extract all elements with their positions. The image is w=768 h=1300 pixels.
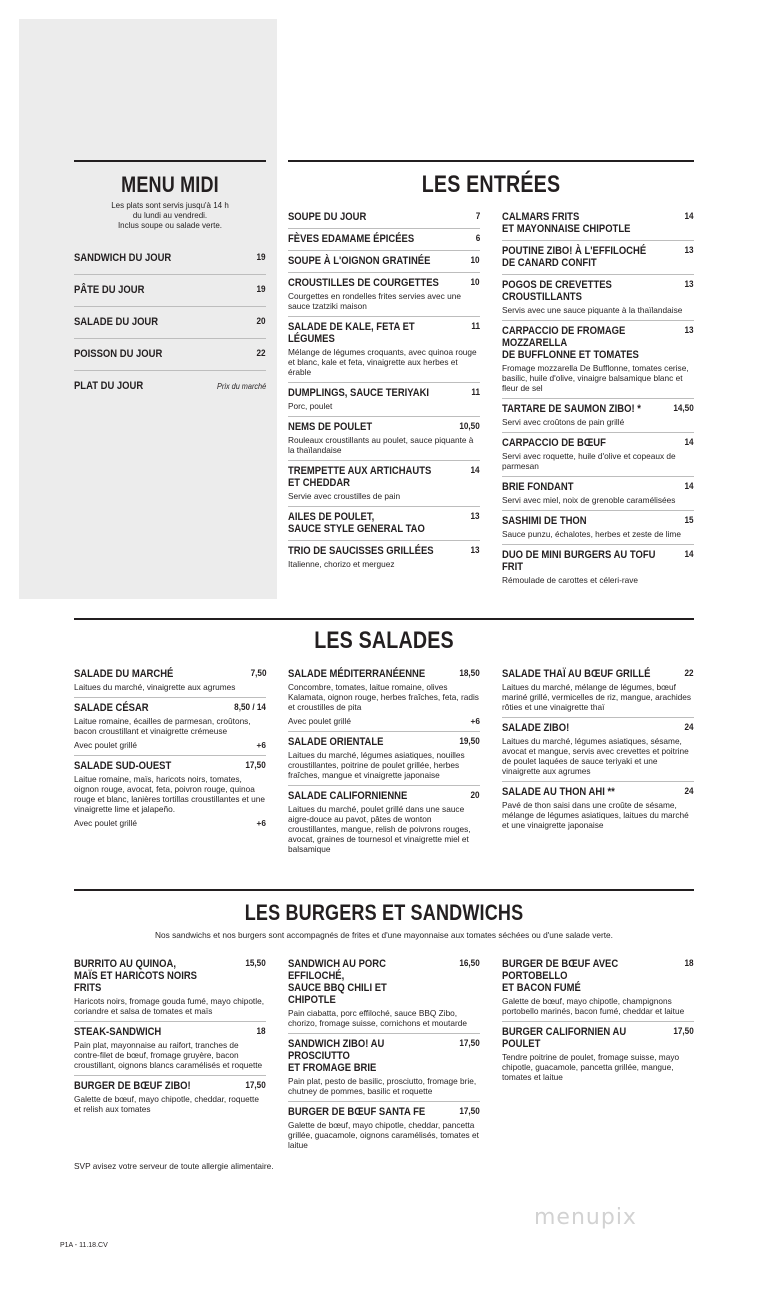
- menu-item: [502, 717, 694, 781]
- menu-item-name: SANDWICH ZIBO! AU PROSCIUTTO ET FROMAGE BRIE: [288, 1038, 385, 1074]
- menu-item-description: Rémoulade de carottes et céleri-rave: [502, 575, 639, 585]
- menu-item-price: 19: [256, 252, 266, 263]
- menu-item-name: SANDWICH AU PORC EFFILOCHÉ, SAUCE BBQ CHILI ET CHIPOTLE: [288, 958, 387, 1006]
- menu-item-name: TARTARE DE SAUMON ZIBO! *: [502, 403, 641, 415]
- salades-rule: [74, 618, 694, 620]
- menu-item-description: Pain ciabatta, porc effiloché, sauce BBQ Zibo, chorizo, fromage suisse, cornichons et moutarde: [288, 1008, 467, 1028]
- salades-col1-list: [74, 664, 266, 833]
- menu-item: [288, 272, 480, 316]
- menu-item-name: TRIO DE SAUCISSES GRILLÉES: [288, 545, 434, 557]
- menu-item-row: [288, 277, 480, 289]
- menu-item-row: [74, 668, 266, 680]
- menu-item-price: 8,50 / 14: [234, 702, 266, 713]
- menu-item-row: [502, 515, 694, 527]
- menu-item-description: Pain plat, pesto de basilic, prosciutto, fromage brie, chutney de pommes, basilic et roquette: [288, 1076, 477, 1096]
- allergy-note: SVP avisez votre serveur de toute allergie alimentaire.: [74, 1161, 274, 1171]
- menu-item-name: CROUSTILLES DE COURGETTES: [288, 277, 439, 289]
- menu-item-row: [74, 1026, 266, 1038]
- menu-item-name: TREMPETTE AUX ARTICHAUTS ET CHEDDAR: [288, 465, 432, 489]
- menu-item: [288, 1033, 480, 1101]
- menu-item: [502, 274, 694, 320]
- menu-item: [502, 240, 694, 274]
- menu-item-description: Italienne, chorizo et merguez: [288, 559, 395, 569]
- menu-item-price: 17,50: [459, 1038, 480, 1049]
- menu-item: [288, 664, 480, 731]
- menu-item-row: [288, 255, 480, 267]
- menu-item-price: 7,50: [250, 668, 266, 679]
- menu-item-description: Pavé de thon saisi dans une croûte de sésame, mélange de légumes asiatiques, laitues du marché et une vinaigrette japonaise: [502, 800, 689, 830]
- menu-item-extra: [74, 818, 266, 828]
- menu-item-description: Concombre, tomates, laitue romaine, olives Kalamata, oignon rouge, herbes fraîches, feta, radis et croustilles de pita: [288, 682, 479, 712]
- extra-price: +6: [256, 740, 266, 750]
- menu-item: [288, 731, 480, 785]
- menu-item: [74, 1021, 266, 1075]
- menu-item-row: [288, 1038, 480, 1074]
- menu-item-price: 11: [471, 387, 480, 398]
- menu-item-price: 14: [684, 437, 694, 448]
- menu-item-price: Prix du marché: [216, 381, 266, 391]
- menu-item: [502, 544, 694, 590]
- menu-item-row: [288, 545, 480, 557]
- menu-item-name: SALADE DU JOUR: [74, 316, 159, 328]
- menu-item-row: [288, 233, 480, 245]
- menu-item: [74, 954, 266, 1021]
- menu-item: [288, 228, 480, 250]
- menu-item-name: AILES DE POULET, SAUCE STYLE GENERAL TAO: [288, 511, 425, 535]
- menu-item-price: 22: [256, 348, 266, 359]
- menu-item-name: SOUPE DU JOUR: [288, 211, 367, 223]
- menu-item-name: CARPACCIO DE FROMAGE MOZZARELLA DE BUFFLONNE ET TOMATES: [502, 325, 639, 361]
- menu-midi-rule: [74, 160, 266, 162]
- menu-item-name: PÂTE DU JOUR: [74, 284, 145, 296]
- menu-item-row: [74, 348, 266, 360]
- burgers-col1-list: [74, 954, 266, 1119]
- menu-item-row: [288, 668, 480, 680]
- menu-item-price: 17,50: [245, 1080, 266, 1091]
- document-code: P1A - 11.18.CV: [60, 1242, 108, 1249]
- extra-label: Avec poulet grillé: [74, 740, 138, 750]
- menu-item: [502, 510, 694, 544]
- menu-item: [288, 207, 480, 228]
- menu-item-price: 20: [470, 790, 480, 801]
- menu-item-price: 19: [256, 284, 266, 295]
- menu-item: [502, 320, 694, 398]
- menu-item-price: 13: [684, 325, 694, 336]
- menu-item-price: 7: [475, 211, 480, 222]
- menu-item: [74, 755, 266, 833]
- menu-item-price: 15,50: [245, 958, 266, 969]
- menu-item-row: [502, 958, 694, 994]
- menu-item-row: [74, 760, 266, 772]
- menu-item-description: Laitue romaine, maïs, haricots noirs, tomates, oignon rouge, avocat, feta, poivron rouge, quinoa rouge et blanc, lanières tortillas croustillantes et une vinaigrette lime et jalapeño.: [74, 774, 265, 814]
- menu-item-price: 14: [470, 465, 480, 476]
- menu-item: [288, 316, 480, 382]
- menu-item-price: 14,50: [673, 403, 694, 414]
- menu-item: [502, 398, 694, 432]
- menu-item: [288, 540, 480, 574]
- menu-item-name: FÈVES EDAMAME ÉPICÉES: [288, 233, 415, 245]
- menu-item-name: DUO DE MINI BURGERS AU TOFU FRIT: [502, 549, 656, 573]
- menu-midi-intro: Les plats sont servis jusqu'à 14 h du lundi au vendredi. Inclus soupe ou salade verte.: [111, 201, 229, 230]
- menu-item-price: 14: [684, 481, 694, 492]
- menu-item-price: 17,50: [245, 760, 266, 771]
- menu-item-description: Laitues du marché, vinaigrette aux agrumes: [74, 682, 236, 692]
- menu-item: [502, 954, 694, 1021]
- menu-item-description: Servis avec une sauce piquante à la thaïlandaise: [502, 305, 683, 315]
- menu-item-row: [502, 786, 694, 798]
- menu-item-price: 20: [256, 316, 266, 327]
- menu-item-price: 18: [684, 958, 694, 969]
- menu-item-name: BRIE FONDANT: [502, 481, 574, 493]
- menu-item-description: Servie avec croustilles de pain: [288, 491, 401, 501]
- menu-item-price: 11: [471, 321, 480, 332]
- salades-title: LES SALADES: [314, 627, 454, 654]
- menu-item-name: SOUPE À L'OIGNON GRATINÉE: [288, 255, 431, 267]
- menu-item-name: SALADE CÉSAR: [74, 702, 149, 714]
- menu-item-name: CALMARS FRITS ET MAYONNAISE CHIPOTLE: [502, 211, 631, 235]
- menu-item-name: POGOS DE CREVETTES CROUSTILLANTS: [502, 279, 612, 303]
- menu-item-name: STEAK-SANDWICH: [74, 1026, 162, 1038]
- menu-item-name: BURRITO AU QUINOA, MAÏS ET HARICOTS NOIRS FRITS: [74, 958, 197, 994]
- entrees-title: LES ENTRÉES: [421, 171, 561, 198]
- menu-item-row: [288, 736, 480, 748]
- menu-item: [502, 664, 694, 717]
- menu-item-name: SALADE ORIENTALE: [288, 736, 384, 748]
- menu-item-name: SALADE SUD-OUEST: [74, 760, 172, 772]
- menu-item: [288, 460, 480, 506]
- menu-item-description: Laitue romaine, écailles de parmesan, croûtons, bacon croustillant et vinaigrette crémeuse: [74, 716, 251, 736]
- menu-item-price: 13: [684, 279, 694, 290]
- menu-item-row: [502, 403, 694, 415]
- extra-price: +6: [256, 818, 266, 828]
- menu-item-row: [288, 790, 480, 802]
- burgers-col3-list: [502, 954, 694, 1087]
- menu-item-row: [74, 284, 266, 296]
- menu-item-name: POUTINE ZIBO! À L'EFFILOCHÉ DE CANARD CONFIT: [502, 245, 647, 269]
- menu-item-price: 10: [470, 255, 480, 266]
- menu-item-row: [74, 1080, 266, 1092]
- menu-item-row: [74, 702, 266, 714]
- menu-item: [74, 1075, 266, 1119]
- menu-item: [288, 1101, 480, 1155]
- extra-label: Avec poulet grillé: [288, 716, 352, 726]
- menu-item-row: [502, 211, 694, 235]
- menu-item-price: 10: [470, 277, 480, 288]
- menu-item: [502, 476, 694, 510]
- menu-item-name: BURGER DE BŒUF AVEC PORTOBELLO ET BACON FUMÉ: [502, 958, 619, 994]
- menu-item-name: SANDWICH DU JOUR: [74, 252, 172, 264]
- menu-item-row: [74, 380, 266, 392]
- menu-item-description: Galette de bœuf, mayo chipotle, champignons portobello marinés, bacon fumé, cheddar et laitue: [502, 996, 685, 1016]
- menu-item: [74, 664, 266, 697]
- menu-item-name: BURGER CALIFORNIEN AU POULET: [502, 1026, 627, 1050]
- menu-item: [74, 697, 266, 755]
- menu-item-row: [502, 481, 694, 493]
- entrees-left-list: [288, 207, 480, 574]
- menu-item: [288, 954, 480, 1033]
- watermark: menupix: [534, 1205, 637, 1230]
- menu-midi-title: MENU MIDI: [121, 172, 219, 197]
- menu-item-row: [288, 321, 480, 345]
- menu-item-price: 18,50: [459, 668, 480, 679]
- menu-item-price: 13: [470, 511, 480, 522]
- burgers-intro: Nos sandwichs et nos burgers sont accompagnés de frites et d'une mayonnaise aux tomates séchées ou d'une salade verte.: [155, 930, 613, 940]
- menu-item-description: Mélange de légumes croquants, avec quinoa rouge et blanc, kale et feta, vinaigrette aux herbes et érable: [288, 347, 477, 377]
- menu-item-row: [502, 1026, 694, 1050]
- menu-item-row: [502, 245, 694, 269]
- menu-item-price: 19,50: [459, 736, 480, 747]
- menu-item-name: BURGER DE BŒUF SANTA FE: [288, 1106, 426, 1118]
- menu-item-row: [74, 316, 266, 328]
- menu-item-description: Sauce punzu, échalotes, herbes et zeste de lime: [502, 529, 681, 539]
- menu-item-price: 24: [684, 786, 694, 797]
- menu-item-price: 17,50: [459, 1106, 480, 1117]
- menu-item-name: SALADE AU THON AHI **: [502, 786, 615, 798]
- menu-item: [74, 243, 266, 274]
- menu-item-row: [502, 437, 694, 449]
- menu-item: [502, 432, 694, 476]
- menu-item-description: Servi avec miel, noix de grenoble caramélisées: [502, 495, 676, 505]
- menu-item: [74, 306, 266, 338]
- menu-item-row: [288, 387, 480, 399]
- menu-item-description: Galette de bœuf, mayo chipotle, cheddar, roquette et relish aux tomates: [74, 1094, 259, 1114]
- menu-item-row: [74, 252, 266, 264]
- menu-item-row: [74, 958, 266, 994]
- menu-item-name: BURGER DE BŒUF ZIBO!: [74, 1080, 191, 1092]
- menu-item-name: SALADE CALIFORNIENNE: [288, 790, 408, 802]
- menu-item-row: [288, 211, 480, 223]
- menu-item-description: Galette de bœuf, mayo chipotle, cheddar, pancetta grillée, guacamole, oignons caramélisés, tomates et laitue: [288, 1120, 479, 1150]
- menu-item: [502, 1021, 694, 1087]
- menu-item-row: [288, 1106, 480, 1118]
- menu-item-name: PLAT DU JOUR: [74, 380, 144, 392]
- menu-item-name: SALADE DE KALE, FETA ET LÉGUMES: [288, 321, 415, 345]
- menu-midi-list: [74, 243, 266, 402]
- menu-item-row: [288, 421, 480, 433]
- menu-item-row: [288, 958, 480, 1006]
- menu-item-description: Porc, poulet: [288, 401, 333, 411]
- menu-item-price: 6: [475, 233, 480, 244]
- menu-item-name: CARPACCIO DE BŒUF: [502, 437, 606, 449]
- menu-item-row: [502, 722, 694, 734]
- menu-item-description: Servi avec croûtons de pain grillé: [502, 417, 625, 427]
- menu-item-name: POISSON DU JOUR: [74, 348, 163, 360]
- menu-item: [74, 274, 266, 306]
- entrees-right-list: [502, 207, 694, 590]
- burgers-col2-list: [288, 954, 480, 1155]
- menu-item-description: Laitues du marché, légumes asiatiques, nouilles croustillantes, poitrine de poulet grillée, herbes fraîches, mangue et vinaigrette japonaise: [288, 750, 465, 780]
- menu-item-price: 13: [470, 545, 480, 556]
- menu-item-description: Rouleaux croustillants au poulet, sauce piquante à la thaïlandaise: [288, 435, 474, 455]
- menu-item-description: Haricots noirs, fromage gouda fumé, mayo chipotle, coriandre et salsa de tomates et maïs: [74, 996, 264, 1016]
- menu-item: [502, 207, 694, 240]
- menu-item-price: 13: [684, 245, 694, 256]
- menu-item-row: [502, 279, 694, 303]
- entrees-rule: [288, 160, 694, 162]
- menu-item: [74, 370, 266, 402]
- menu-item-price: 22: [684, 668, 694, 679]
- extra-price: +6: [470, 716, 480, 726]
- menu-item-price: 24: [684, 722, 694, 733]
- menu-item: [288, 506, 480, 540]
- menu-item-description: Courgettes en rondelles frites servies avec une sauce tzatziki maison: [288, 291, 461, 311]
- menu-item-name: SALADE ZIBO!: [502, 722, 570, 734]
- menu-item-price: 18: [256, 1026, 266, 1037]
- menu-item-row: [502, 325, 694, 361]
- menu-item-extra: [288, 716, 480, 726]
- menu-item-name: SALADE THAÏ AU BŒUF GRILLÉ: [502, 668, 651, 680]
- menu-item: [288, 250, 480, 272]
- menu-item-row: [502, 668, 694, 680]
- menu-item-name: SASHIMI DE THON: [502, 515, 587, 527]
- menu-item-name: DUMPLINGS, SAUCE TERIYAKI: [288, 387, 430, 399]
- menu-item-name: NEMS DE POULET: [288, 421, 373, 433]
- menu-item-description: Fromage mozzarella De Bufflonne, tomates cerise, basilic, huile d'olive, vinaigre balsamique blanc et fleur de sel: [502, 363, 689, 393]
- menu-item-price: 14: [684, 211, 694, 222]
- salades-col3-list: [502, 664, 694, 835]
- menu-item-description: Laitues du marché, légumes asiatiques, sésame, avocat et mangue, servis avec crevettes et poitrine de poulet laquées de sauce teriyaki et une vinaigrette aux agrumes: [502, 736, 689, 776]
- menu-item-price: 17,50: [673, 1026, 694, 1037]
- menu-item-description: Laitues du marché, mélange de légumes, bœuf mariné grillé, vermicelles de riz, mangue, arachides rôties et une vinaigrette thaï: [502, 682, 692, 712]
- burgers-title: LES BURGERS ET SANDWICHS: [244, 900, 524, 925]
- menu-item-description: Tendre poitrine de poulet, fromage suisse, mayo chipotle, guacamole, pancetta grillée, mangue, tomates et laitue: [502, 1052, 680, 1082]
- salades-col2-list: [288, 664, 480, 859]
- menu-item: [74, 338, 266, 370]
- menu-item: [288, 382, 480, 416]
- extra-label: Avec poulet grillé: [74, 818, 138, 828]
- menu-item-row: [502, 549, 694, 573]
- menu-item: [502, 781, 694, 835]
- menu-item-price: 10,50: [459, 421, 480, 432]
- menu-item-row: [288, 465, 480, 489]
- menu-item-name: SALADE DU MARCHÉ: [74, 668, 174, 680]
- burgers-rule: [74, 889, 694, 891]
- menu-item-price: 16,50: [459, 958, 480, 969]
- menu-item-description: Laitues du marché, poulet grillé dans une sauce aigre-douce au pavot, pâtes de wonton croustillantes, mangue, relish de poivrons rouges, avocat, graines de tournesol et vinaigrette miel et balsamique: [288, 804, 471, 854]
- menu-item-price: 15: [684, 515, 694, 526]
- menu-item-price: 14: [684, 549, 694, 560]
- menu-item-description: Pain plat, mayonnaise au raifort, tranches de contre-filet de bœuf, fromage gruyère, bacon croustillant, oignons blancs caramélisés et roquette: [74, 1040, 263, 1070]
- menu-item-name: SALADE MÉDITERRANÉENNE: [288, 668, 426, 680]
- menu-item: [288, 785, 480, 859]
- menu-item-description: Servi avec roquette, huile d'olive et copeaux de parmesan: [502, 451, 676, 471]
- menu-item-row: [288, 511, 480, 535]
- menu-item-extra: [74, 740, 266, 750]
- menu-item: [288, 416, 480, 460]
